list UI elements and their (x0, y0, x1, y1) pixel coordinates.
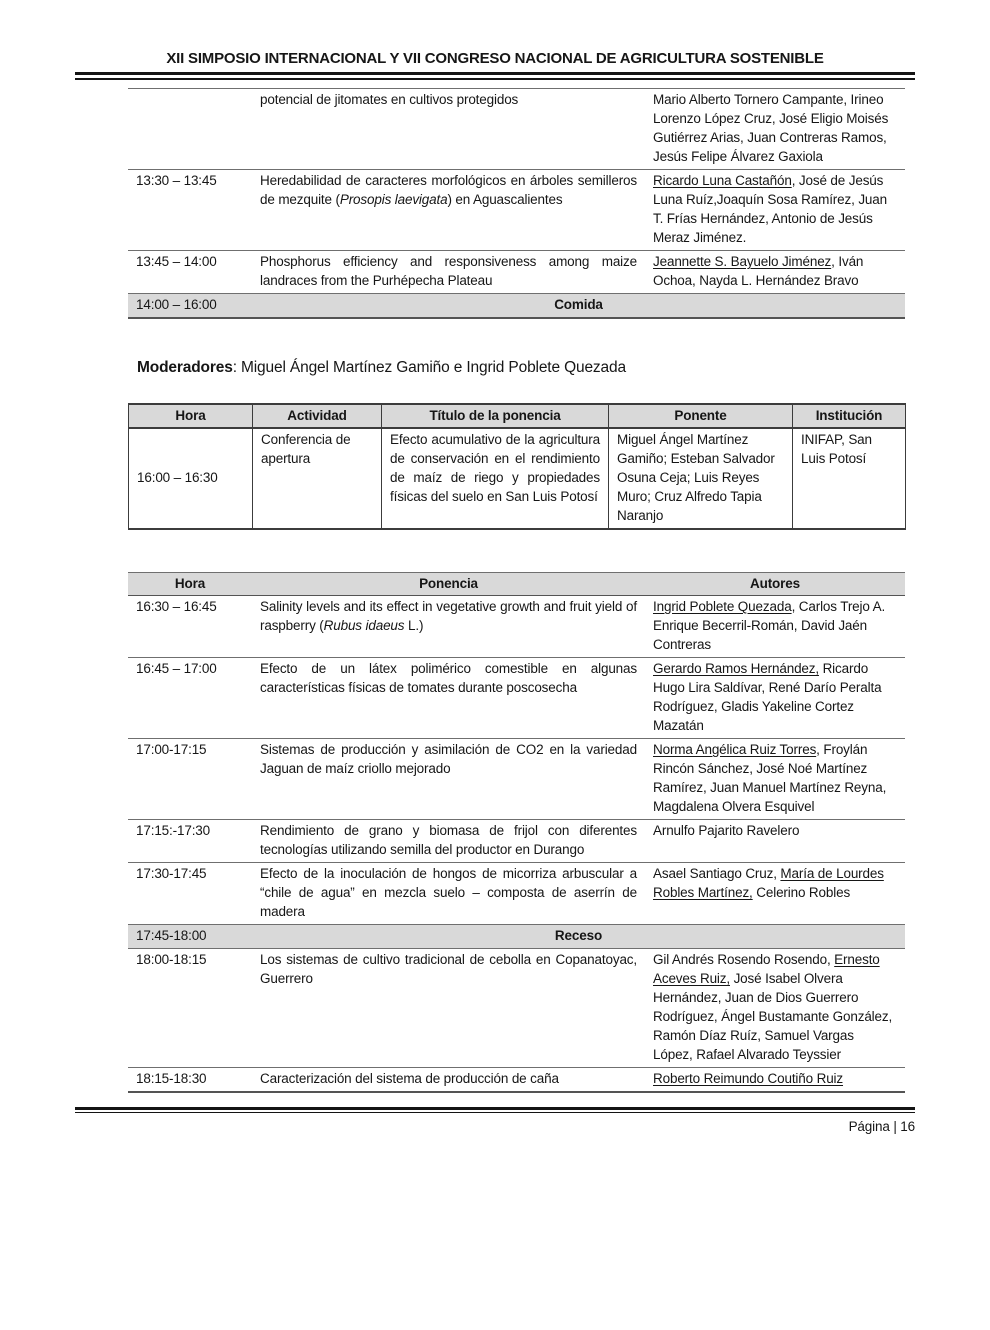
text-segment: Ricardo Hugo Lira Saldívar, René Darío Peralta Rodríguez, Gladis Yakeline Cortez Mazatán (653, 661, 882, 733)
text-segment: L.) (404, 618, 424, 633)
text-segment: Heredabilidad de caracteres morfológicos en árboles semilleros de mezquite ( (260, 173, 637, 207)
moderators-names: : Miguel Ángel Martínez Gamiño e Ingrid Poblete Quezada (232, 359, 626, 376)
column-header: Actividad (253, 404, 382, 428)
text-segment: potencial de jitomates en cultivos protegidos (260, 92, 519, 107)
page-title: XII SIMPOSIO INTERNACIONAL Y VII CONGRESO NACIONAL DE AGRICULTURA SOSTENIBLE (166, 50, 824, 67)
author-name-underlined: Norma Angélica Ruiz Torres (653, 742, 817, 757)
column-header: Hora (129, 404, 253, 428)
time-cell: 16:30 – 16:45 (136, 599, 217, 614)
table-row (128, 739, 905, 820)
table-header-row (129, 404, 906, 428)
table-row (128, 863, 905, 925)
institution-cell: INIFAP, San Luis Potosí (793, 428, 906, 529)
table-row (128, 1068, 905, 1093)
time-cell: 18:00-18:15 (136, 952, 207, 967)
ponencia-cell (252, 820, 645, 863)
schedule-band-row (128, 925, 905, 949)
moderators-heading (137, 359, 915, 377)
moderators-label: Moderadores (137, 359, 233, 376)
title-cell: Efecto acumulativo de la agricultura de conservación en el rendimiento de maíz de riego y propiedades físicas del suelo en San Luis Potosí (382, 428, 609, 529)
table-row (128, 251, 905, 294)
time-cell: 13:30 – 13:45 (136, 173, 217, 188)
column-header: Institución (793, 404, 906, 428)
ponencia-cell (252, 949, 645, 1068)
time-cell: 17:45-18:00 (136, 928, 207, 943)
authors-cell (645, 89, 905, 170)
text-segment: Arnulfo Pajarito Ravelero (653, 823, 800, 838)
document-page (75, 50, 915, 1134)
authors-cell (645, 863, 905, 925)
text-segment: , Carlos Trejo A. Enrique Becerril-Román, David Jaén Contreras (653, 599, 886, 652)
ponencia-cell (252, 739, 645, 820)
band-label: Comida (554, 297, 603, 312)
text-segment: Gil Andrés Rosendo Rosendo, (653, 952, 835, 967)
ponencia-cell (252, 251, 645, 294)
session-table-continued (128, 88, 905, 319)
table-row (129, 428, 906, 529)
table-row (128, 596, 905, 658)
authors-cell (645, 596, 905, 658)
authors-cell (645, 820, 905, 863)
column-header: Autores (645, 573, 905, 596)
text-segment: , Iván Ochoa, Nayda L. Hernández Bravo (653, 254, 864, 288)
author-name-underlined: Ernesto Aceves Ruiz, (653, 952, 880, 986)
text-segment: Prosopis laevigata (339, 192, 448, 207)
text-segment: Los sistemas de cultivo tradicional de cebolla en Copanatoyac, Guerrero (260, 952, 637, 986)
text-segment: , José de Jesús Luna Ruíz,Joaquín Sosa Ramírez, Juan T. Frías Hernández, Antonio de Jesús Meraz Jiménez. (653, 173, 887, 245)
page-number: Página | 16 (848, 1119, 915, 1134)
authors-cell (645, 739, 905, 820)
author-name-underlined: Jeannette S. Bayuelo Jiménez (653, 254, 832, 269)
author-name-underlined: Roberto Reimundo Coutiño Ruiz (653, 1071, 844, 1086)
band-label: Receso (554, 928, 603, 943)
authors-cell (645, 170, 905, 251)
column-header: Hora (128, 573, 252, 596)
text-segment: Sistemas de producción y asimilación de CO2 en la variedad Jaguan de maíz criollo mejorado (260, 742, 637, 776)
column-header: Ponencia (252, 573, 645, 596)
ponencia-cell (252, 596, 645, 658)
authors-cell (645, 658, 905, 739)
time-cell (128, 89, 252, 170)
opening-session-table (128, 403, 906, 530)
column-header: Ponente (609, 404, 793, 428)
authors-cell (645, 1068, 905, 1093)
text-segment: Phosphorus efficiency and responsiveness among maize landraces from the Purhépecha Plateau (260, 254, 637, 288)
text-segment: , Froylán Rincón Sánchez, José Noé Martínez Ramírez, Juan Manuel Martínez Reyna, Magdalena Olvera Esquivel (653, 742, 887, 814)
authors-cell (645, 251, 905, 294)
header-rule (75, 72, 915, 80)
footer-rule (75, 1107, 915, 1113)
table-row (128, 170, 905, 251)
time-cell: 17:00-17:15 (136, 742, 207, 757)
text-segment: Salinity levels and its effect in vegetative growth and fruit yield of raspberry ( (260, 599, 637, 633)
time-cell: 16:45 – 17:00 (136, 661, 217, 676)
text-segment: José Isabel Olvera Hernández, Juan de Dios Guerrero Rodríguez, Ángel Bustamante González, Ramón Díaz Ruíz, Samuel Vargas López, Rafael Alvarado Teyssier (653, 971, 893, 1062)
time-cell: 16:00 – 16:30 (129, 428, 253, 529)
ponencia-cell (252, 170, 645, 251)
text-segment: Rendimiento de grano y biomasa de frijol con diferentes tecnologías utilizando semilla del productor en Durango (260, 823, 637, 857)
author-name-underlined: Gerardo Ramos Hernández, (653, 661, 819, 676)
authors-cell (645, 949, 905, 1068)
author-name-underlined: Ricardo Luna Castañón (653, 173, 792, 188)
speaker-cell: Miguel Ángel Martínez Gamiño; Esteban Salvador Osuna Ceja; Luis Reyes Muro; Cruz Alfredo Tapia Naranjo (609, 428, 793, 529)
ponencia-cell (252, 863, 645, 925)
author-name-underlined: María de Lourdes Robles Martínez, (653, 866, 884, 900)
time-cell: 18:15-18:30 (136, 1071, 207, 1086)
ponencia-cell (252, 658, 645, 739)
table-row (128, 949, 905, 1068)
text-segment: Asael Santiago Cruz, (653, 866, 781, 881)
table-row (128, 820, 905, 863)
ponencia-cell (252, 89, 645, 170)
text-segment: Efecto de un látex polimérico comestible en algunas características físicas de tomates durante poscosecha (260, 661, 637, 695)
time-cell: 14:00 – 16:00 (136, 297, 217, 312)
author-name-underlined: Ingrid Poblete Quezada (653, 599, 792, 614)
afternoon-session-table (128, 572, 905, 1093)
text-segment: Rubus idaeus (323, 618, 405, 633)
table-row (128, 658, 905, 739)
table-row (128, 89, 905, 170)
time-cell: 13:45 – 14:00 (136, 254, 217, 269)
text-segment: Caracterización del sistema de producción de caña (260, 1071, 559, 1086)
text-segment: Mario Alberto Tornero Campante, Irineo Lorenzo López Cruz, José Eligio Moisés Gutiérrez Arias, Juan Contreras Ramos, Jesús Felipe Álvarez Gaxiola (653, 92, 889, 164)
column-header: Título de la ponencia (382, 404, 609, 428)
table-header-row (128, 573, 905, 596)
activity-cell: Conferencia de apertura (253, 428, 382, 529)
text-segment: Celerino Robles (752, 885, 851, 900)
time-cell: 17:15:-17:30 (136, 823, 211, 838)
ponencia-cell (252, 1068, 645, 1093)
text-segment: Efecto de la inoculación de hongos de micorriza arbuscular a “chile de agua” en mezcla suelo – composta de aserrín de madera (260, 866, 637, 919)
time-cell: 17:30-17:45 (136, 866, 207, 881)
schedule-band-row (128, 294, 905, 319)
text-segment: ) en Aguascalientes (447, 192, 563, 207)
